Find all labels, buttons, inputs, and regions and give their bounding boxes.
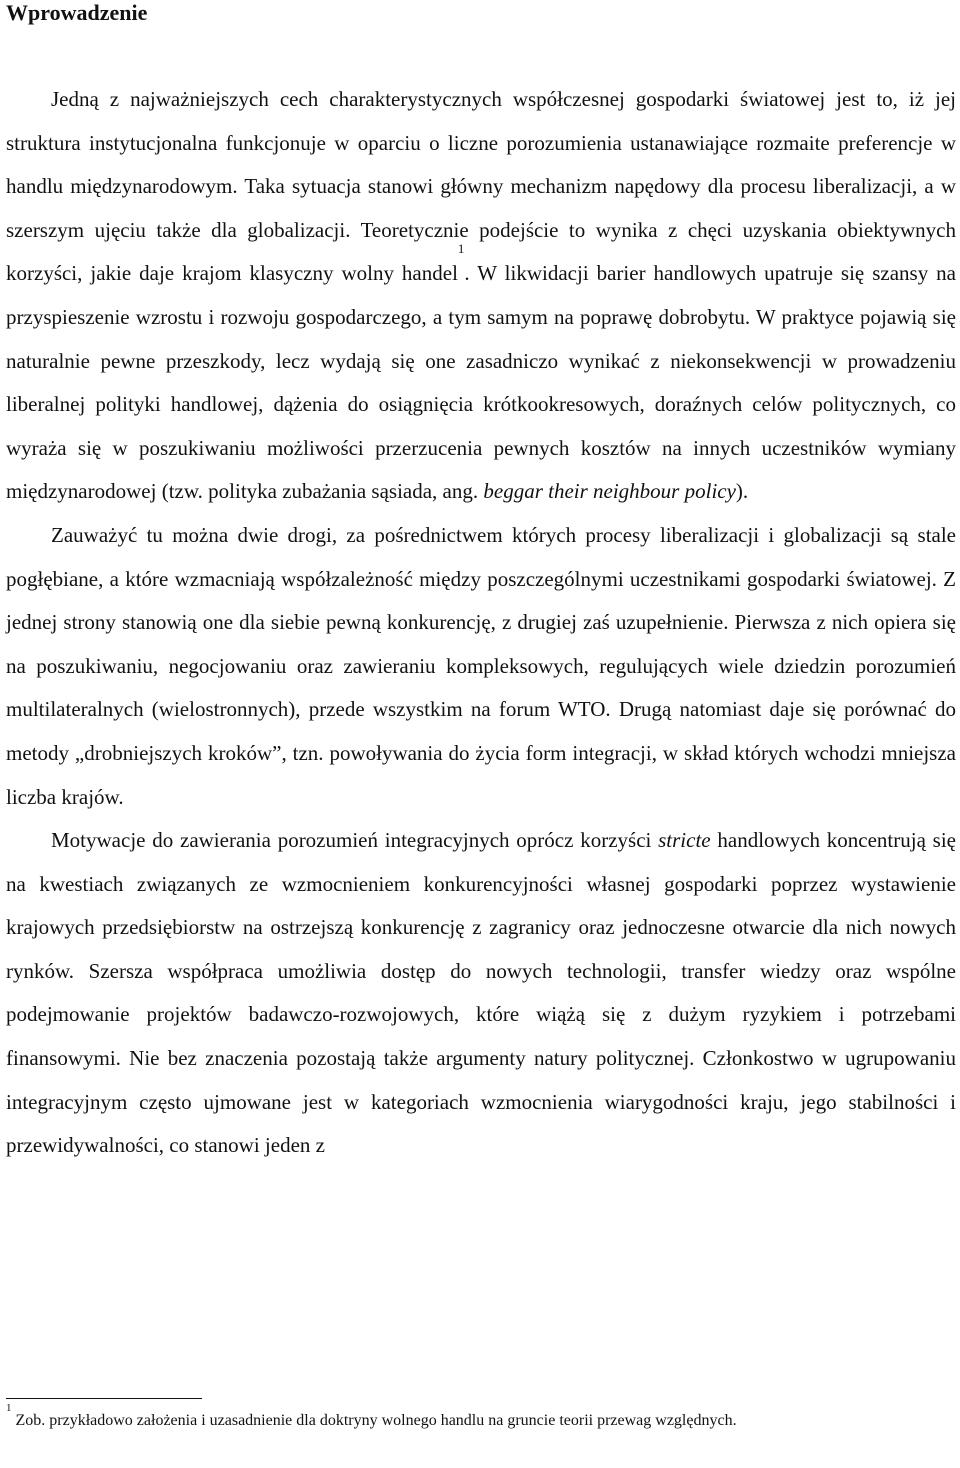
footnote-marker: 1 [6,1402,12,1414]
italic-text: beggar their neighbour policy [483,479,736,504]
paragraph-text: Jedną z najważniejszych cech charakterystycznych współczesnej gospodarki światowej jest to, iż jej struktura instytucjonalna funkcjonuje w oparciu o liczne porozumienia ustanawiające rozmaite preferencje w handlu międzynarodowym. Taka sytuacja stanowi główny mechanizm napędowy dla procesu liberalizacji, a w szerszym ujęciu także dla globalizacji. Teoretycznie podejście to wynika z chęci uzyskania obiektywnych korzyści, jakie daje krajom klasyczny wolny handel [6,87,956,286]
italic-text: stricte [658,828,711,853]
paragraph-text: Zauważyć tu można dwie drogi, za pośrednictwem których procesy liberalizacji i globalizacji są stale pogłębiane, a które wzmacniają współzależność między poszczególnymi uczestnikami gospodarki światowej. Z jednej strony stanowią one dla siebie pewną konkurencję, z drugiej zaś uzupełnienie. Pierwsza z nich opiera się na poszukiwaniu, negocjowaniu oraz zawieraniu kompleksowych, regulujących wiele dziedzin porozumień multilateralnych (wielostronnych), przede wszystkim na forum WTO. Drugą natomiast daje się porównać do metody „drobniejszych kroków”, tzn. powoływania do życia form integracji, w skład których wchodzi mniejsza liczba krajów. [6,522,956,809]
body-paragraph [6,819,956,1168]
section-heading: Wprowadzenie [6,0,148,25]
body-paragraph [6,78,956,514]
paragraph-text: handlowych koncentrują się na kwestiach związanych ze wzmocnieniem konkurencyjności własnej gospodarki poprzez wystawienie krajowych przedsiębiorstw na ostrzejszą konkurencję z zagranicy oraz jednoczesne otwarcie dla nich nowych rynków. Szersza współpraca umożliwia dostęp do nowych technologii, transfer wiedzy oraz wspólne podejmowanie projektów badawczo-rozwojowych, które wiążą się z dużym ryzykiem i potrzebami finansowymi. Nie bez znaczenia pozostają także argumenty natury politycznej. Członkostwo w ugrupowaniu integracyjnym często ujmowane jest w kategoriach wzmocnienia wiarygodności kraju, jego stabilności i przewidywalności, co stanowi jeden z [6,828,956,1158]
document-body [6,78,956,1168]
footnote-separator [6,1398,202,1399]
footnote [6,1402,946,1432]
paragraph-text: ). [735,479,749,504]
footnote-text: Zob. przykładowo założenia i uzasadnienie dla doktryny wolnego handlu na gruncie teorii przewag względnych. [11,1412,737,1429]
body-paragraph [6,514,956,819]
paragraph-text: . W likwidacji barier handlowych upatruje się szansy na przyspieszenie wzrostu i rozwoju gospodarczego, a tym samym na poprawę dobrobytu. W praktyce pojawią się naturalnie pewne przeszkody, lecz wydają się one zasadniczo wynikać z niekonsekwencji w prowadzeniu liberalnej polityki handlowej, dążenia do osiągnięcia krótkookresowych, doraźnych celów politycznych, co wyraża się w poszukiwaniu możliwości przerzucenia pewnych kosztów na innych uczestników wymiany międzynarodowej (tzw. polityka zubażania sąsiada, ang. [6,261,956,504]
paragraph-text: Motywacje do zawierania porozumień integracyjnych oprócz korzyści [51,828,659,853]
footnote-reference: 1 [457,241,465,257]
